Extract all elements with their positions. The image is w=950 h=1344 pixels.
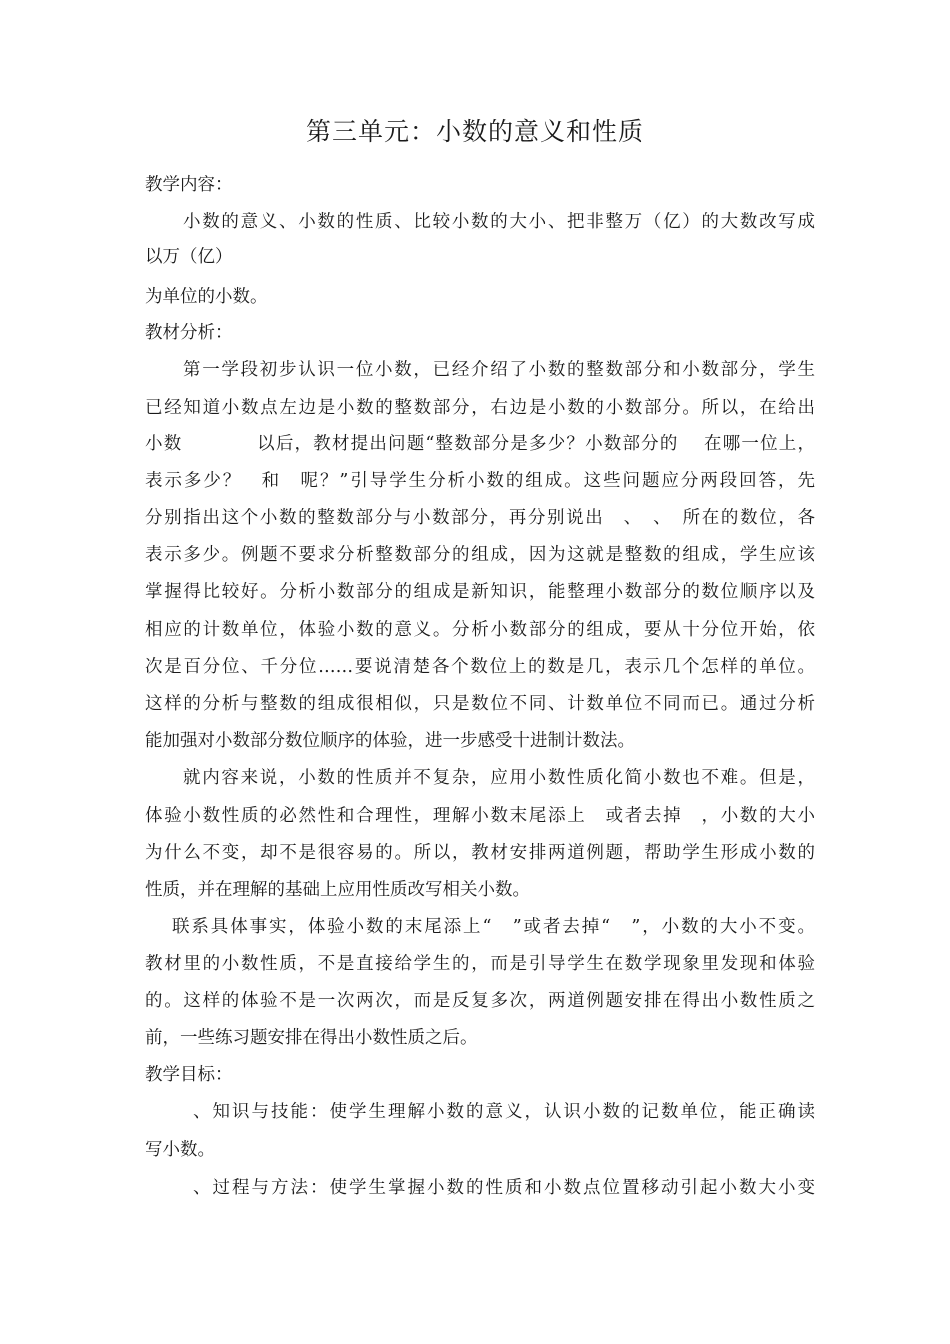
analysis-line: 为什么不变，却不是很容易的。所以，教材安排两道例题，帮助学生形成小数的 bbox=[145, 843, 815, 863]
analysis-line: 第一学段初步认识一位小数，已经介绍了小数的整数部分和小数部分，学生 bbox=[183, 360, 815, 380]
section-heading-content: 教学内容： bbox=[145, 175, 233, 195]
analysis-line: 掌握得比较好。分析小数部分的组成是新知识，能整理小数部分的数位顺序以及 bbox=[145, 582, 815, 602]
analysis-line: 体验小数性质的必然性和合理性，理解小数末尾添上 或者去掉 ，小数的大小 bbox=[145, 806, 815, 826]
analysis-line: 教材里的小数性质，不是直接给学生的，而是引导学生在数学现象里发现和体验 bbox=[145, 954, 815, 974]
analysis-line: 次是百分位、千分位……要说清楚各个数位上的数是几，表示几个怎样的单位。 bbox=[145, 657, 815, 677]
analysis-line: 前，一些练习题安排在得出小数性质之后。 bbox=[145, 1028, 478, 1048]
analysis-line: 的。这样的体验不是一次两次，而是反复多次，两道例题安排在得出小数性质之 bbox=[145, 991, 815, 1011]
goal-line: 、知识与技能：使学生理解小数的意义，认识小数的记数单位，能正确读 bbox=[193, 1102, 815, 1122]
analysis-line: 表示多少？ 和 呢？”引导学生分析小数的组成。这些问题应分两段回答，先 bbox=[145, 471, 815, 491]
analysis-line: 相应的计数单位，体验小数的意义。分析小数部分的组成，要从十分位开始，依 bbox=[145, 620, 815, 640]
content-line: 以万（亿） bbox=[145, 247, 233, 267]
analysis-line: 性质，并在理解的基础上应用性质改写相关小数。 bbox=[145, 880, 530, 900]
analysis-line: 这样的分析与整数的组成很相似，只是数位不同、计数单位不同而已。通过分析 bbox=[145, 694, 815, 714]
analysis-line: 已经知道小数点左边是小数的整数部分，右边是小数的小数部分。所以，在给出 bbox=[145, 398, 815, 418]
analysis-line: 分别指出这个小数的整数部分与小数部分，再分别说出 、 、 所在的数位，各 bbox=[145, 508, 815, 528]
content-line: 为单位的小数。 bbox=[145, 287, 268, 307]
analysis-line: 联系具体事实，体验小数的末尾添上“ ”或者去掉“ ”，小数的大小不变。 bbox=[172, 917, 815, 937]
analysis-line: 表示多少。例题不要求分析整数部分的组成，因为这就是整数的组成，学生应该 bbox=[145, 545, 815, 565]
page-title: 第三单元：小数的意义和性质 bbox=[305, 117, 644, 146]
section-heading-goals: 教学目标： bbox=[145, 1065, 233, 1085]
section-heading-analysis: 教材分析： bbox=[145, 323, 233, 343]
analysis-line: 就内容来说，小数的性质并不复杂，应用小数性质化简小数也不难。但是， bbox=[183, 768, 815, 788]
goal-line: 、过程与方法：使学生掌握小数的性质和小数点位置移动引起小数大小变 bbox=[193, 1178, 815, 1198]
analysis-line: 小数 以后，教材提出问题“整数部分是多少？小数部分的 在哪一位上， bbox=[145, 434, 815, 454]
goal-line: 写小数。 bbox=[145, 1140, 215, 1160]
analysis-line: 能加强对小数部分数位顺序的体验，进一步感受十进制计数法。 bbox=[145, 731, 635, 751]
content-line: 小数的意义、小数的性质、比较小数的大小、把非整万（亿）的大数改写成 bbox=[183, 212, 815, 232]
